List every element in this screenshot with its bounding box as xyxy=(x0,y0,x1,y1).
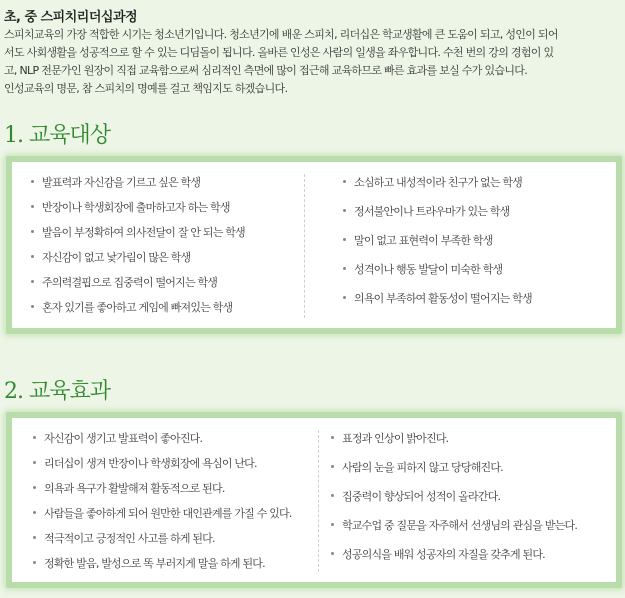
list-item: 성공의식을 배워 성공자의 자질을 갖추게 된다. xyxy=(330,546,577,575)
list-item: 자신감이 없고 낯가림이 많은 학생 xyxy=(30,249,245,274)
intro-paragraph xyxy=(4,26,622,98)
page-title: 초, 중 스피치리더십과정 xyxy=(4,10,138,25)
list-item: 사람의 눈을 피하지 않고 당당해진다. xyxy=(330,459,577,488)
target-right-column xyxy=(342,174,532,328)
list-item: 사람들을 좋아하게 되어 원만한 대인관계를 가질 수 있다. xyxy=(32,505,292,530)
target-box xyxy=(6,156,622,334)
effects-right-column xyxy=(330,430,577,582)
list-item: 의욕이 부족하여 활동성이 떨어지는 학생 xyxy=(342,290,532,319)
list-item: 의욕과 욕구가 활발해져 활동적으로 된다. xyxy=(32,480,292,505)
list-item: 정확한 발음, 발성으로 똑 부러지게 말을 하게 된다. xyxy=(32,555,292,580)
list-item: 반장이나 학생회장에 출마하고자 하는 학생 xyxy=(30,199,245,224)
column-divider xyxy=(304,174,305,318)
list-item: 소심하고 내성적이라 친구가 없는 학생 xyxy=(342,174,532,203)
list-item: 학교수업 중 질문을 자주해서 선생님의 관심을 받는다. xyxy=(330,517,577,546)
column-divider xyxy=(318,430,319,572)
list-item: 집중력이 향상되어 성적이 올라간다. xyxy=(330,488,577,517)
target-left-column xyxy=(30,174,245,328)
list-item: 정서불안이나 트라우마가 있는 학생 xyxy=(342,203,532,232)
intro-line: 서도 사회생활을 성공적으로 할 수 있는 디딤돌이 됩니다. 올바른 인성은 사람의 일생을 좌우합니다. 수천 번의 강의 경험이 있 xyxy=(4,46,554,59)
list-item: 성격이나 행동 발달이 미숙한 학생 xyxy=(342,261,532,290)
list-item: 표정과 인상이 밝아진다. xyxy=(330,430,577,459)
effects-box xyxy=(6,412,622,588)
list-item: 리더십이 생겨 반장이나 학생회장에 욕심이 난다. xyxy=(32,455,292,480)
list-item: 자신감이 생기고 발표력이 좋아진다. xyxy=(32,430,292,455)
section-heading-target: 1. 교육대상 xyxy=(4,123,110,148)
list-item: 발음이 부정확하여 의사전달이 잘 안 되는 학생 xyxy=(30,224,245,249)
intro-line: 스피치교육의 가장 적합한 시기는 청소년기입니다. 청소년기에 배운 스피치, 리더십은 학교생활에 큰 도움이 되고, 성인이 되어 xyxy=(4,28,558,41)
intro-line: 인성교육의 명문, 참 스피치의 명예를 걸고 책임지도 하겠습니다. xyxy=(4,82,288,95)
intro-line: 고, NLP 전문가인 원장이 직접 교육함으로써 심리적인 측면에 많이 접근해 교육하므로 빠른 효과를 보실 수가 있습니다. xyxy=(4,64,528,77)
list-item: 혼자 있기를 좋아하고 게임에 빠져있는 학생 xyxy=(30,299,245,324)
effects-left-column xyxy=(32,430,292,582)
list-item: 발표력과 자신감을 기르고 싶은 학생 xyxy=(30,174,245,199)
list-item: 말이 없고 표현력이 부족한 학생 xyxy=(342,232,532,261)
list-item: 주의력결핍으로 집중력이 떨어지는 학생 xyxy=(30,274,245,299)
section-heading-effects: 2. 교육효과 xyxy=(4,379,110,404)
list-item: 적극적이고 긍정적인 사고를 하게 된다. xyxy=(32,530,292,555)
